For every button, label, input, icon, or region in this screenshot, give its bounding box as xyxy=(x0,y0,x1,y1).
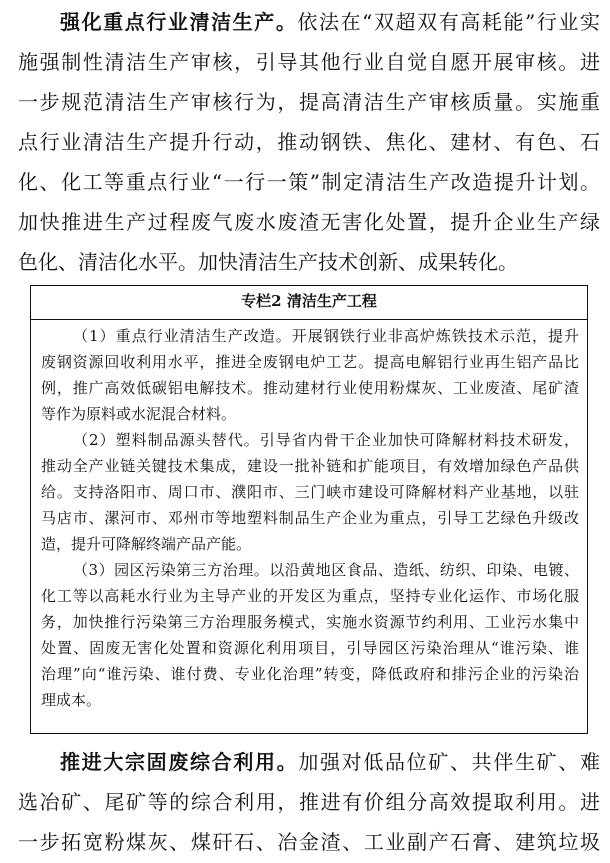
sidebar-box-column-2 xyxy=(30,285,588,734)
box-item-1 xyxy=(41,323,579,427)
text-line: 加快推进生产过程废气废水废渣无害化处置，提升企业生产绿 xyxy=(18,210,600,234)
text-line: （1）重点行业清洁生产改造。开展钢铁行业非高炉炼铁技术示范，提升 xyxy=(73,327,579,345)
paragraph-lead: 强化重点行业清洁生产。 xyxy=(60,10,298,34)
text-line: （3）园区污染第三方治理。以沿黄地区食品、造纸、纺织、印染、电镀、 xyxy=(73,561,579,579)
text-line: （2）塑料制品源头替代。引导省内骨干企业加快可降解材料技术研发， xyxy=(73,431,579,449)
text-line: 造，提升可降解终端产品产能。 xyxy=(41,535,252,553)
text-line: 化工等以高耗水行业为主导产业的开发区为重点，坚持专业化运作、市场化服 xyxy=(41,587,579,605)
text-span: 依法在“双超双有高耗能”行业实 xyxy=(297,10,601,34)
box-item-3 xyxy=(41,557,579,713)
text-line: 处置、固废无害化处置和资源化利用项目，引导园区污染治理从“谁污染、谁 xyxy=(41,639,579,657)
text-line: 一步拓宽粉煤灰、煤矸石、冶金渣、工业副产石膏、建筑垃圾 xyxy=(18,830,600,854)
text-line: 治理”向“谁污染、谁付费、专业化治理”转变，降低政府和排污企业的污染治 xyxy=(41,665,579,683)
box-title: 专栏2 清洁生产工程 xyxy=(31,286,587,320)
text-line: 例，推广高效低碳铝电解技术。推动建材行业使用粉煤灰、工业废渣、尾矿渣 xyxy=(41,379,579,397)
text-line: 施强制性清洁生产审核，引导其他行业自觉自愿开展审核。进 xyxy=(18,50,600,74)
text-line: 马店市、漯河市、邓州市等地塑料制品生产企业为重点，引导工艺绿色升级改 xyxy=(41,509,579,527)
box-body xyxy=(31,320,587,713)
paragraph-clean-production xyxy=(18,2,600,282)
text-line: 等作为原料或水泥混合材料。 xyxy=(41,405,237,423)
paragraph-solid-waste xyxy=(18,742,600,862)
text-line xyxy=(18,2,600,42)
text-line: 务，加快推行污染第三方治理服务模式，实施水资源节约利用、工业污水集中 xyxy=(41,613,579,631)
text-line: 推动全产业链关键技术集成，建设一批补链和扩能项目，有效增加绿色产品供 xyxy=(41,457,579,475)
text-line: 一步规范清洁生产审核行为，提高清洁生产审核质量。实施重 xyxy=(18,90,600,114)
text-line: 选冶矿、尾矿等的综合利用，推进有价组分高效提取利用。进 xyxy=(18,790,600,814)
text-span: 加强对低品位矿、共伴生矿、难 xyxy=(298,750,601,774)
paragraph-lead: 推进大宗固废综合利用。 xyxy=(60,750,299,774)
text-line: 理成本。 xyxy=(41,691,102,709)
text-line: 废钢资源回收利用水平，推进全废钢电炉工艺。提高电解铝行业再生铝产品比 xyxy=(41,353,579,371)
box-item-2 xyxy=(41,427,579,557)
text-line: 化、化工等重点行业“一行一策”制定清洁生产改造提升计划。 xyxy=(18,170,600,194)
text-line: 色化、清洁化水平。加快清洁生产技术创新、成果转化。 xyxy=(18,250,518,274)
text-line: 点行业清洁生产提升行动，推动钢铁、焦化、建材、有色、石 xyxy=(18,130,600,154)
text-line: 给。支持洛阳市、周口市、濮阳市、三门峡市建设可降解材料产业基地，以驻 xyxy=(41,483,579,501)
text-line xyxy=(18,742,600,782)
